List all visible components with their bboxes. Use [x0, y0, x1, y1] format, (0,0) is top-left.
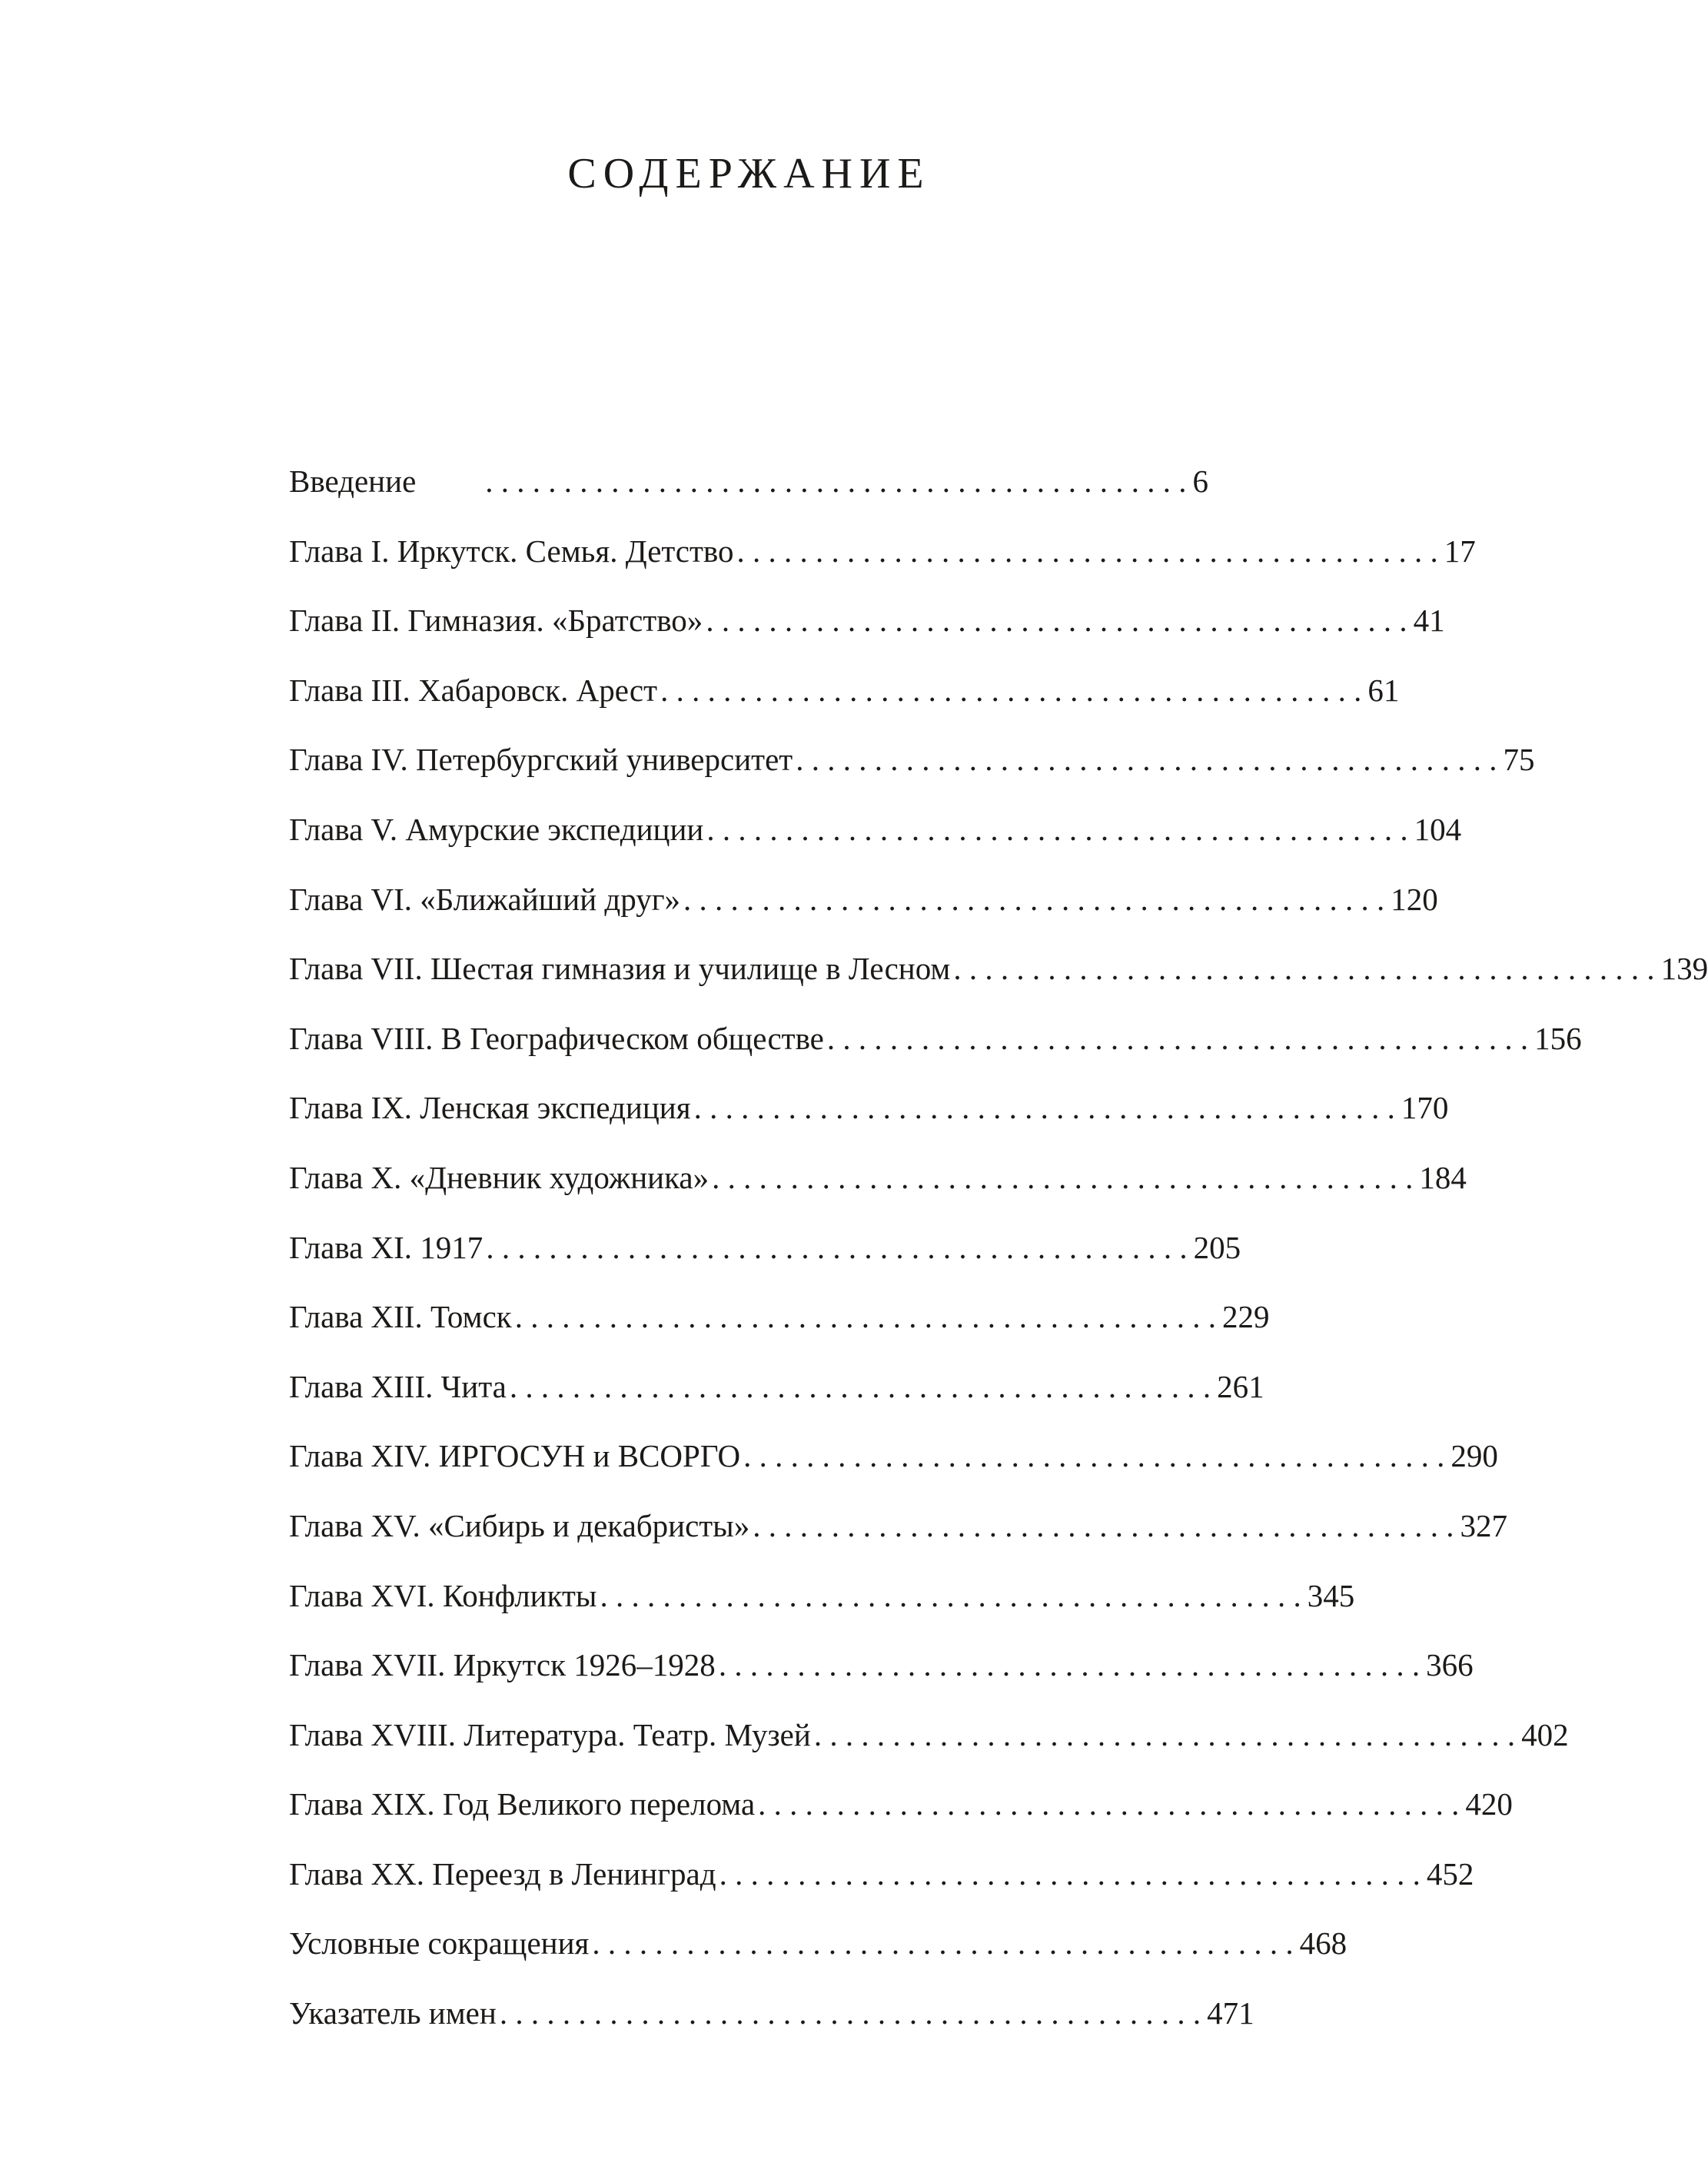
toc-dot-leader: . . . . . . . . . . . . . . . . . . . . . . . . . . . . . . . . . . . . . . . . . . . . . — [758, 1786, 1460, 1822]
toc-entry[interactable] — [289, 1364, 1264, 1433]
toc-entry-page-number: 120 — [1391, 881, 1438, 917]
toc-entry-title: Глава XIV. ИРГОСУН и ВСОРГО — [289, 1438, 741, 1474]
toc-entry[interactable] — [289, 528, 1476, 598]
toc-dot-leader: . . . . . . . . . . . . . . . . . . . . . . . . . . . . . . . . . . . . . . . . . . . . . — [592, 1925, 1294, 1961]
toc-entry-page-number: 184 — [1419, 1159, 1467, 1195]
toc-entry-page-number: 327 — [1460, 1507, 1507, 1543]
toc-entry-page-number: 420 — [1465, 1786, 1513, 1822]
toc-entry[interactable] — [289, 1294, 1270, 1364]
toc-entry-title: Глава XX. Переезд в Ленинград — [289, 1855, 716, 1892]
toc-dot-leader: . . . . . . . . . . . . . . . . . . . . . . . . . . . . . . . . . . . . . . . . . . . . . — [826, 1020, 1529, 1056]
toc-dot-leader: . . . . . . . . . . . . . . . . . . . . . . . . . . . . . . . . . . . . . . . . . . . . . — [706, 811, 1408, 847]
toc-entry-page-number: 366 — [1426, 1647, 1474, 1683]
toc-entry-title: Глава XV. «Сибирь и декабристы» — [289, 1507, 750, 1543]
toc-entry[interactable] — [289, 667, 1400, 737]
toc-entry-title: Глава V. Амурские экспедиции — [289, 811, 704, 847]
toc-entry-page-number: 17 — [1444, 533, 1476, 569]
toc-entry-title: Глава I. Иркутск. Семья. Детство — [289, 533, 734, 569]
toc-entry-title: Глава IX. Ленская экспедиция — [289, 1090, 691, 1126]
toc-entry[interactable] — [289, 1920, 1347, 1990]
toc-dot-leader: . . . . . . . . . . . . . . . . . . . . . . . . . . . . . . . . . . . . . . . . . . . . . — [743, 1438, 1445, 1474]
toc-entry[interactable] — [289, 1990, 1254, 2060]
toc-entry-title: Глава XVI. Конфликты — [289, 1577, 597, 1613]
toc-dot-leader: . . . . . . . . . . . . . . . . . . . . . . . . . . . . . . . . . . . . . . . . . . . . . — [753, 1507, 1454, 1543]
toc-entry-page-number: 6 — [1192, 463, 1208, 499]
toc-entry-title: Глава X. «Дневник художника» — [289, 1159, 709, 1195]
toc-entry[interactable] — [289, 1503, 1507, 1573]
toc-dot-leader: . . . . . . . . . . . . . . . . . . . . . . . . . . . . . . . . . . . . . . . . . . . . . — [514, 1299, 1216, 1335]
toc-entry-page-number: 170 — [1401, 1090, 1449, 1126]
toc-entry-page-number: 290 — [1450, 1438, 1498, 1474]
toc-entry[interactable] — [289, 1015, 1582, 1085]
toc-entry[interactable] — [289, 1154, 1467, 1224]
toc-entry-title: Глава VI. «Ближайший друг» — [289, 881, 681, 917]
toc-dot-leader: . . . . . . . . . . . . . . . . . . . . . . . . . . . . . . . . . . . . . . . . . . . . . — [813, 1716, 1516, 1752]
toc-entry-title: Условные сокращения — [289, 1925, 590, 1961]
toc-entry-title: Глава II. Гимназия. «Братство» — [289, 603, 703, 639]
toc-dot-leader: . . . . . . . . . . . . . . . . . . . . . . . . . . . . . . . . . . . . . . . . . . . . . — [712, 1159, 1414, 1195]
toc-entry-title: Глава XVII. Иркутск 1926–1928 — [289, 1647, 716, 1683]
toc-entry[interactable] — [289, 1642, 1474, 1712]
toc-dot-leader: . . . . . . . . . . . . . . . . . . . . . . . . . . . . . . . . . . . . . . . . . . . . . — [509, 1368, 1211, 1404]
toc-entry-page-number: 205 — [1193, 1229, 1241, 1265]
toc-dot-leader: . . . . . . . . . . . . . . . . . . . . . . . . . . . . . . . . . . . . . . . . . . . . . — [485, 463, 1187, 499]
toc-entry-page-number: 41 — [1413, 603, 1445, 639]
toc-entry-page-number: 261 — [1217, 1368, 1264, 1404]
toc-entry-page-number: 402 — [1521, 1716, 1569, 1752]
toc-entry[interactable] — [289, 1781, 1513, 1851]
toc-entry[interactable] — [289, 876, 1438, 946]
toc-dot-leader: . . . . . . . . . . . . . . . . . . . . . . . . . . . . . . . . . . . . . . . . . . . . . — [719, 1855, 1421, 1892]
toc-entry[interactable] — [289, 1433, 1498, 1503]
toc-entry[interactable] — [289, 806, 1462, 876]
toc-entry[interactable] — [289, 1224, 1241, 1294]
toc-entry-title: Указатель имен — [289, 1995, 497, 2031]
toc-entry-title: Введение — [289, 463, 417, 499]
toc-entry-page-number: 61 — [1367, 672, 1400, 708]
toc-dot-leader: . . . . . . . . . . . . . . . . . . . . . . . . . . . . . . . . . . . . . . . . . . . . . — [796, 742, 1497, 778]
toc-entry-page-number: 229 — [1221, 1299, 1270, 1335]
toc-dot-leader: . . . . . . . . . . . . . . . . . . . . . . . . . . . . . . . . . . . . . . . . . . . . . — [660, 672, 1362, 708]
toc-entry-title: Глава XIII. Чита — [289, 1368, 507, 1404]
toc-dot-leader: . . . . . . . . . . . . . . . . . . . . . . . . . . . . . . . . . . . . . . . . . . . . . — [953, 951, 1655, 987]
toc-entry[interactable] — [289, 597, 1445, 667]
toc-entry[interactable] — [289, 736, 1535, 806]
page-title: СОДЕРЖАНИЕ — [567, 150, 931, 198]
toc-dot-leader: . . . . . . . . . . . . . . . . . . . . . . . . . . . . . . . . . . . . . . . . . . . . . — [736, 533, 1438, 569]
toc-entry-page-number: 345 — [1307, 1577, 1355, 1613]
toc-entry-page-number: 471 — [1207, 1995, 1254, 2031]
toc-entry[interactable] — [289, 1085, 1449, 1154]
toc-entry-title: Глава XII. Томск — [289, 1299, 512, 1335]
toc-entry-page-number: 452 — [1426, 1855, 1474, 1892]
toc-dot-leader: . . . . . . . . . . . . . . . . . . . . . . . . . . . . . . . . . . . . . . . . . . . . . — [683, 881, 1385, 917]
toc-entry[interactable] — [289, 1851, 1474, 1921]
toc-entry-page-number: 139 — [1660, 951, 1708, 987]
toc-entry-title: Глава IV. Петербургский университет — [289, 742, 793, 778]
toc-entry-title: Глава XVIII. Литература. Театр. Музей — [289, 1716, 811, 1752]
toc-entry[interactable] — [289, 945, 1708, 1015]
toc-entry-title: Глава XIX. Год Великого перелома — [289, 1786, 756, 1822]
toc-entry-title: Глава VIII. В Географическом обществе — [289, 1020, 824, 1056]
toc-entry-title: Глава VII. Шестая гимназия и училище в Лесном — [289, 951, 951, 987]
toc-entry[interactable] — [289, 1712, 1569, 1782]
toc-entry-page-number: 468 — [1299, 1925, 1347, 1961]
toc-entry[interactable] — [289, 458, 1208, 528]
table-of-contents — [289, 458, 1708, 2060]
toc-dot-leader: . . . . . . . . . . . . . . . . . . . . . . . . . . . . . . . . . . . . . . . . . . . . . — [718, 1647, 1421, 1683]
toc-dot-leader: . . . . . . . . . . . . . . . . . . . . . . . . . . . . . . . . . . . . . . . . . . . . . — [499, 1995, 1201, 2031]
toc-dot-leader: . . . . . . . . . . . . . . . . . . . . . . . . . . . . . . . . . . . . . . . . . . . . . — [600, 1577, 1301, 1613]
toc-entry-title: Глава III. Хабаровск. Арест — [289, 672, 658, 708]
toc-dot-leader: . . . . . . . . . . . . . . . . . . . . . . . . . . . . . . . . . . . . . . . . . . . . . — [693, 1090, 1395, 1126]
toc-entry-title: Глава XI. 1917 — [289, 1229, 483, 1265]
toc-entry-page-number: 104 — [1414, 811, 1462, 847]
toc-dot-leader: . . . . . . . . . . . . . . . . . . . . . . . . . . . . . . . . . . . . . . . . . . . . . — [486, 1229, 1188, 1265]
toc-dot-leader: . . . . . . . . . . . . . . . . . . . . . . . . . . . . . . . . . . . . . . . . . . . . . — [706, 603, 1407, 639]
toc-entry-page-number: 156 — [1534, 1020, 1582, 1056]
toc-entry[interactable] — [289, 1573, 1355, 1643]
toc-entry-page-number: 75 — [1503, 742, 1535, 778]
